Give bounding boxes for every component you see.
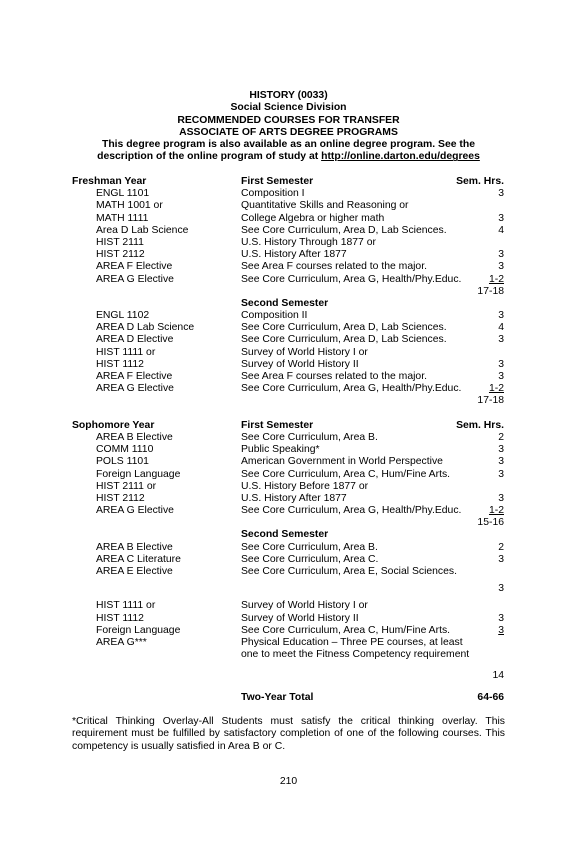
course-hours: 4 xyxy=(498,322,504,334)
course-description: See Core Curriculum, Area G, Health/Phy.Educ. xyxy=(241,383,462,395)
course-hours: 3 xyxy=(498,456,504,468)
course-row xyxy=(0,432,577,444)
critical-thinking-footnote: *Critical Thinking Overlay-All Students must satisfy the critical thinking overlay. This requirement must be fulfilled by satisfactory completion of one of the following courses. This competency is usually satisfied in Area B or C. xyxy=(72,716,505,752)
course-code: HIST 1112 xyxy=(96,612,144,624)
course-description: Quantitative Skills and Reasoning or xyxy=(241,200,409,212)
course-code: COMM 1110 xyxy=(96,444,154,456)
course-code: POLS 1101 xyxy=(96,456,149,468)
semester-title: Second Semester xyxy=(241,529,329,541)
course-description: See Core Curriculum, Area C. xyxy=(241,553,379,565)
course-row xyxy=(0,542,577,554)
course-description: See Core Curriculum, Area B. xyxy=(241,431,378,443)
sem-hrs-label: Sem. Hrs. xyxy=(456,419,504,431)
course-code: AREA G*** xyxy=(96,636,147,648)
course-table xyxy=(0,176,577,704)
course-code: HIST 1111 or xyxy=(96,600,156,612)
course-row xyxy=(0,469,577,481)
division-name: Social Science Division xyxy=(230,102,347,114)
semester-total: 17-18 xyxy=(477,395,504,407)
sophomore-sem2-courses-a xyxy=(0,542,577,579)
course-code: MATH 1111 xyxy=(96,212,149,224)
course-code: Area D Lab Science xyxy=(96,224,189,236)
course-code: AREA F Elective xyxy=(96,261,173,273)
semester-total-row xyxy=(0,517,577,529)
course-description: See Core Curriculum, Area G, Health/Phy.Educ. xyxy=(241,505,462,517)
course-code: HIST 2111 xyxy=(96,236,144,248)
course-description: See Area F courses related to the major. xyxy=(241,261,427,273)
course-hours: 3 xyxy=(498,249,504,261)
course-row xyxy=(0,249,577,261)
course-row xyxy=(0,637,577,649)
online-degrees-link[interactable]: http://online.darton.edu/degrees xyxy=(321,151,480,163)
course-row xyxy=(0,225,577,237)
semester-title: First Semester xyxy=(241,176,314,187)
semester-total: 15-16 xyxy=(477,517,504,529)
freshman-sem1-courses xyxy=(0,188,577,286)
course-hours: 4 xyxy=(498,224,504,236)
semester-total-row xyxy=(0,395,577,407)
freshman-sem1-header-row xyxy=(0,176,577,188)
course-description: See Core Curriculum, Area G, Health/Phy.Educ. xyxy=(241,273,462,285)
online-note: This degree program is also available as an online degree program. See the xyxy=(101,139,476,151)
area-e-hours: 3 xyxy=(498,583,504,595)
course-row xyxy=(0,261,577,273)
course-description: See Core Curriculum, Area C, Hum/Fine Arts. xyxy=(241,468,451,480)
course-description: Composition II xyxy=(241,310,308,322)
course-description: See Core Curriculum, Area B. xyxy=(241,541,378,553)
header-line-3: RECOMMENDED COURSES FOR TRANSFER xyxy=(177,114,400,126)
course-row xyxy=(0,322,577,334)
sophomore-sem2-header-row xyxy=(0,529,577,541)
two-year-total-row xyxy=(0,692,577,704)
course-description: U.S. History After 1877 xyxy=(241,492,347,504)
course-row xyxy=(0,359,577,371)
semester-total: 14 xyxy=(492,670,504,682)
page-number: 210 xyxy=(279,776,298,787)
two-year-total-label: Two-Year Total xyxy=(241,691,314,703)
course-description: one to meet the Fitness Competency requirement xyxy=(241,649,470,661)
semester-title: Second Semester xyxy=(241,297,329,309)
course-description: See Core Curriculum, Area D, Lab Sciences. xyxy=(241,334,447,346)
course-code: ENGL 1102 xyxy=(96,310,150,322)
course-code: HIST 2112 xyxy=(96,492,145,504)
program-title: HISTORY (0033) xyxy=(249,90,328,101)
course-hours: 3 xyxy=(498,468,504,480)
sophomore-sem1-header-row xyxy=(0,420,577,432)
course-description: Physical Education – Three PE courses, at least xyxy=(241,636,463,648)
area-e-hours-row xyxy=(0,583,577,595)
course-row xyxy=(0,334,577,346)
course-code: AREA D Lab Science xyxy=(96,322,195,334)
course-description: See Core Curriculum, Area E, Social Sciences. xyxy=(241,566,457,577)
course-description: See Core Curriculum, Area D, Lab Sciences. xyxy=(241,224,447,236)
course-row xyxy=(0,613,577,625)
course-description: Survey of World History II xyxy=(241,612,359,624)
semester-title: First Semester xyxy=(241,419,314,431)
course-hours: 2 xyxy=(498,431,504,443)
course-hours: 3 xyxy=(498,371,504,382)
online-note-line-2 xyxy=(0,151,577,163)
sem-hrs-label: Sem. Hrs. xyxy=(456,176,504,187)
freshman-sem2-header-row xyxy=(0,298,577,310)
sophomore-sem2-courses-b xyxy=(0,600,577,661)
page-header xyxy=(0,90,577,164)
course-row xyxy=(0,444,577,456)
course-hours: 3 xyxy=(498,492,504,504)
course-description: Survey of World History I or xyxy=(241,346,368,358)
course-row xyxy=(0,566,577,578)
course-code: HIST 1112 xyxy=(96,358,144,370)
course-row xyxy=(0,493,577,505)
course-description: U.S. History Through 1877 or xyxy=(241,236,376,248)
header-line-4: ASSOCIATE OF ARTS DEGREE PROGRAMS xyxy=(179,126,398,138)
course-hours: 3 xyxy=(498,624,504,636)
course-row xyxy=(0,371,577,383)
course-code: ENGL 1101 xyxy=(96,188,150,200)
course-code: AREA B Elective xyxy=(96,541,173,553)
course-hours: 3 xyxy=(498,358,504,370)
course-row xyxy=(0,600,577,612)
semester-total-row xyxy=(0,670,577,682)
course-row xyxy=(0,347,577,359)
course-hours: 3 xyxy=(498,212,504,224)
course-row xyxy=(0,625,577,637)
course-description: Survey of World History II xyxy=(241,358,359,370)
course-description: See Core Curriculum, Area C, Hum/Fine Arts. xyxy=(241,624,451,636)
course-row xyxy=(0,456,577,468)
course-description: U.S. History Before 1877 or xyxy=(241,480,369,492)
course-code: Foreign Language xyxy=(96,468,181,480)
semester-total: 17-18 xyxy=(477,285,504,297)
course-code: AREA E Elective xyxy=(96,566,173,577)
freshman-year-label: Freshman Year xyxy=(72,176,147,187)
course-code: MATH 1001 or xyxy=(96,200,163,212)
course-description: College Algebra or higher math xyxy=(241,212,385,224)
course-code: AREA G Elective xyxy=(96,383,174,395)
course-code: HIST 2112 xyxy=(96,249,145,261)
course-code: Foreign Language xyxy=(96,624,181,636)
course-code: AREA C Literature xyxy=(96,553,181,565)
sophomore-sem1-courses xyxy=(0,432,577,517)
semester-total-row xyxy=(0,286,577,298)
course-row xyxy=(0,274,577,286)
course-description: Public Speaking* xyxy=(241,444,320,456)
course-hours: 1-2 xyxy=(488,383,504,395)
course-row xyxy=(0,237,577,249)
course-hours: 1-2 xyxy=(488,505,504,517)
course-code: AREA F Elective xyxy=(96,371,173,382)
course-row xyxy=(0,505,577,517)
course-description: American Government in World Perspective xyxy=(241,456,443,468)
course-row xyxy=(0,481,577,493)
online-note-prefix: description of the online program of study at xyxy=(97,151,322,163)
course-code: AREA G Elective xyxy=(96,273,174,285)
course-hours: 3 xyxy=(498,553,504,565)
course-hours: 2 xyxy=(498,541,504,553)
course-row xyxy=(0,310,577,322)
course-hours: 3 xyxy=(498,310,504,322)
course-hours: 3 xyxy=(498,261,504,273)
course-row xyxy=(0,213,577,225)
course-code: AREA B Elective xyxy=(96,431,173,443)
course-description: See Core Curriculum, Area D, Lab Sciences. xyxy=(241,322,447,334)
course-row xyxy=(0,200,577,212)
course-row xyxy=(0,383,577,395)
course-hours: 3 xyxy=(498,612,504,624)
freshman-sem2-courses xyxy=(0,310,577,395)
course-description: Survey of World History I or xyxy=(241,600,368,612)
course-description: U.S. History After 1877 xyxy=(241,249,347,261)
course-code: AREA D Elective xyxy=(96,334,174,346)
course-hours: 3 xyxy=(498,444,504,456)
sophomore-year-label: Sophomore Year xyxy=(72,419,155,431)
course-code: HIST 2111 or xyxy=(96,480,157,492)
course-row xyxy=(0,554,577,566)
course-description: Composition I xyxy=(241,188,305,200)
course-hours: 1-2 xyxy=(488,273,504,285)
course-code: HIST 1111 or xyxy=(96,346,156,358)
course-hours: 3 xyxy=(498,334,504,346)
course-row xyxy=(0,188,577,200)
two-year-total-value: 64-66 xyxy=(477,691,504,703)
course-code: AREA G Elective xyxy=(96,505,174,517)
course-row xyxy=(0,649,577,661)
course-description: See Area F courses related to the major. xyxy=(241,371,427,382)
course-hours: 3 xyxy=(498,188,504,200)
